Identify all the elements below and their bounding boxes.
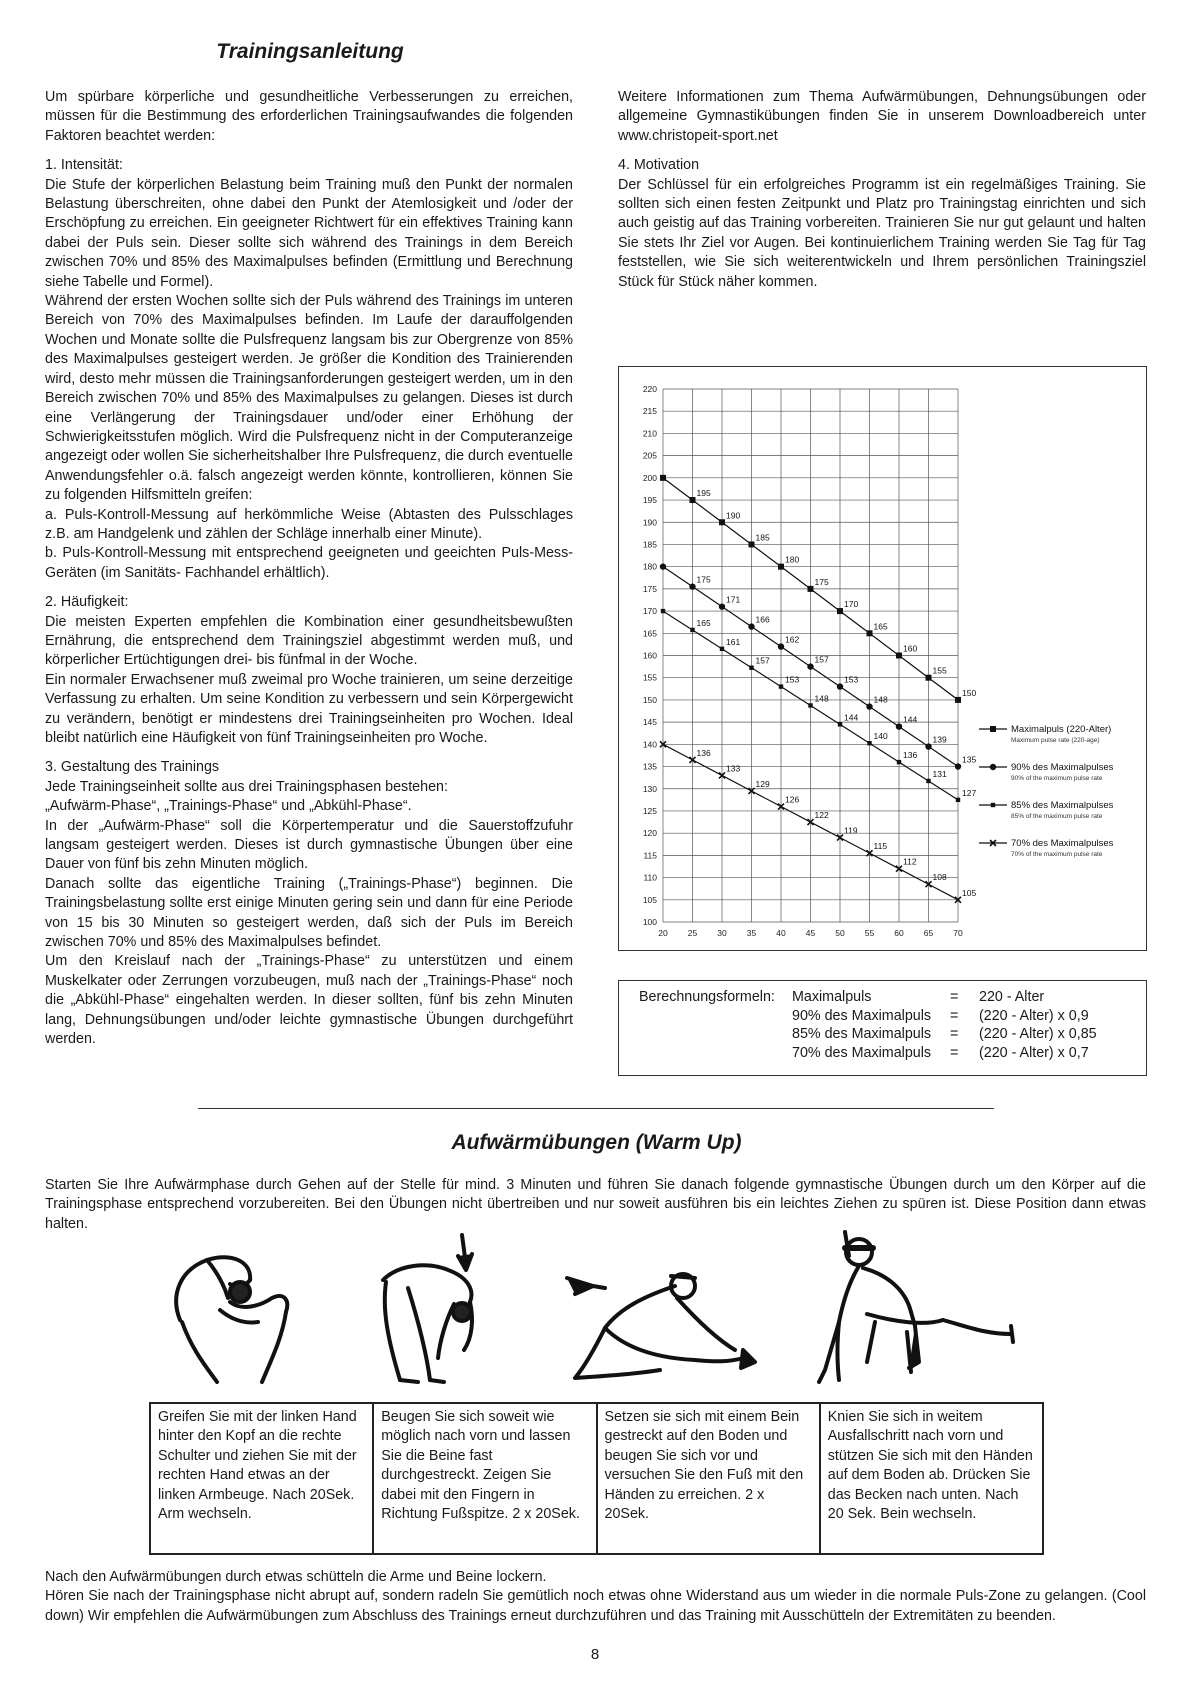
y-tick-label: 185: [642, 539, 657, 550]
formula-name: Maximalpuls: [792, 989, 872, 1005]
section-3-line-2: „Aufwärm-Phase“, „Trainings-Phase“ und „Abkühl-Phase“.: [45, 798, 412, 815]
section-4-paragraph: Der Schlüssel für ein erfolgreiches Programm ist ein regelmäßiges Training. Sie sollten sich einen festen Zeitpunkt und Platz pro Trainingstag einrichten und sich auch geistig auf das Training vorbereiten. Trainieren Sie nur gut gelaunt und halten Sie stets Ihr Ziel vor Augen. Bei kontinuierlichem Training werden Sie Tag für Tag feststellen, wie Sie sich weiterentwickeln und Ihrem persönlichen Trainingsziel Stück für Stück näher kommen.: [618, 176, 1146, 290]
y-tick-label: 100: [642, 917, 657, 927]
warmup-outro-2: Hören Sie nach der Trainingsphase nicht abrupt auf, sondern radeln Sie gemütlich noch etwas ohne Widerstand aus um wieder in die normale Puls-Zone zu gelangen. (Cool down) Wir empfehlen die Aufwärmübungen zum Abschluss des Trainings erneut durchzuführen und das Training mit Ausschütteln der Extremitäten zu beenden.: [45, 1588, 1146, 1624]
data-label: 185: [755, 532, 770, 543]
data-point: [837, 608, 843, 614]
y-tick-label: 215: [642, 406, 657, 417]
data-label: 195: [696, 488, 711, 499]
data-point: [690, 628, 694, 632]
y-tick-label: 205: [642, 450, 657, 461]
y-tick-label: 135: [642, 761, 657, 772]
data-label: 153: [785, 674, 800, 685]
seated-stretch-figure-icon: [565, 1258, 765, 1388]
y-tick-label: 175: [642, 583, 657, 594]
y-tick-label: 170: [642, 606, 657, 617]
intro-paragraph: Um spürbare körperliche und gesundheitliche Verbesserungen zu erreichen, müssen für die Bestimmung des erforderlichen Trainingsaufwandes die folgenden Faktoren beachtet werden:: [45, 89, 573, 144]
x-tick-label: 60: [894, 928, 904, 938]
section-1-paragraph-1: Die Stufe der körperlichen Belastung beim Training muß den Punkt der normalen Belastung überschreiten, ohne dabei den Punkt der Atemlosigkeit und /oder der Erschöpfung zu erreichen. Ein geeigneter Richtwert für ein effektives Training kann dabei der Puls sein. Dieser sollte sich während des Trainings in dem Bereich zwischen 70% und 85% des Maximalpulses befinden (Ermittlung und Berechnung siehe Tabelle und Formel).: [45, 176, 573, 290]
section-2-paragraph-2: Ein normaler Erwachsener muß zweimal pro Woche trainieren, um seine derzeitige Verfassung zu erhalten. Um seine Kondition zu verbessern und sein Körpergewicht zu verändern, benötigt er mindestens drei Trainingseinheiten pro Wochen. Ideal bleibt natürlich eine Häufigkeit von fünf Trainingseinheiten pro Woche.: [45, 671, 573, 746]
data-label: 161: [726, 636, 741, 647]
formula-name: 85% des Maximalpuls: [792, 1026, 932, 1042]
data-point: [956, 798, 960, 802]
data-point: [689, 583, 695, 589]
data-point: [690, 497, 696, 503]
data-label: 122: [814, 810, 829, 821]
data-label: 144: [844, 712, 859, 723]
page-title: Trainingsanleitung: [216, 40, 404, 63]
exercise-table: [149, 1402, 1044, 1555]
data-label: 131: [932, 768, 947, 779]
y-tick-label: 110: [643, 872, 657, 883]
formula-name: 70% des Maximalpuls: [792, 1044, 932, 1061]
section-1-item-b: b. Puls-Kontroll-Messung mit entsprechend geeigneten und geeichten Puls-Mess-Geräten (im Sanitäts- Fachhandel erhältlich).: [45, 545, 573, 581]
legend-subtitle: Maximum pulse rate (220-age): [1011, 737, 1100, 744]
y-tick-label: 200: [642, 472, 657, 483]
data-label: 136: [696, 747, 711, 758]
exercise-row: [150, 1403, 1043, 1554]
page-number: 8: [590, 1646, 600, 1663]
left-column: [45, 88, 573, 1050]
legend-marker: [990, 726, 996, 732]
data-point: [719, 519, 725, 525]
formula-value: (220 - Alter) x 0,9: [979, 1007, 1089, 1024]
data-point: [837, 683, 843, 689]
warmup-title: Aufwärmübungen (Warm Up): [451, 1131, 742, 1154]
data-point: [867, 741, 871, 745]
legend-entry: 90% des Maximalpulses: [1011, 762, 1114, 773]
pulse-chart-svg: [619, 367, 1146, 950]
data-label: 119: [844, 825, 858, 836]
data-label: 105: [962, 887, 977, 898]
section-3-paragraph-1: In der „Aufwärm-Phase“ soll die Körpertemperatur und die Sauerstoffzufuhr langsam gesteigert werden. Dieses ist durch gymnastische Übungen über eine Dauer von fünf bis zehn Minuten möglich.: [45, 817, 573, 873]
data-point: [660, 475, 666, 481]
section-2-title: 2. Häufigkeit:: [45, 594, 129, 611]
data-point: [779, 684, 783, 688]
formula-eq: =: [950, 1007, 959, 1024]
arm-stretch-figure-icon: [162, 1250, 297, 1390]
x-tick-label: 45: [805, 928, 816, 938]
data-label: 135: [962, 754, 977, 765]
section-1-title: 1. Intensität:: [45, 157, 123, 174]
x-tick-label: 30: [717, 928, 727, 938]
data-point: [867, 630, 873, 636]
data-point: [807, 663, 813, 669]
data-label: 150: [962, 687, 977, 698]
data-label: 155: [932, 665, 947, 676]
data-label: 170: [844, 599, 859, 610]
data-label: 165: [696, 617, 711, 628]
section-divider: [198, 1108, 994, 1109]
legend-marker: [990, 764, 996, 770]
forward-bend-figure-icon: [378, 1230, 498, 1390]
exercise-cell-4: Knien Sie sich in weitem Ausfallschritt nach vorn und stützen Sie sich mit den Händen auf dem Boden ab. Drücken Sie das Becken nach unten. Nach 20 Sek. Bein wechseln.: [820, 1403, 1043, 1554]
data-label: 136: [903, 750, 918, 761]
y-tick-label: 160: [642, 650, 657, 661]
warmup-intro-text: Starten Sie Ihre Aufwärmphase durch Gehen auf der Stelle für mind. 3 Minuten und führen Sie danach folgende gymnastische Übungen durch um den Körper auf die Trainingsphase entsprechend vorzubereiten. Bei den Übungen nicht übertreiben und nur soweit ausführen bis ein leichtes Ziehen zu spüren ist. Diese Position dann etwas halten.: [45, 1177, 1146, 1232]
data-label: 126: [785, 794, 800, 805]
x-tick-label: 35: [746, 928, 757, 938]
data-point: [661, 609, 665, 613]
data-point: [808, 586, 814, 592]
y-tick-label: 180: [642, 561, 657, 572]
y-tick-label: 120: [642, 828, 657, 839]
data-label: 160: [903, 643, 918, 654]
data-label: 133: [726, 763, 741, 774]
formula-label: Berechnungsformeln:: [639, 989, 775, 1005]
exercise-cell-1: Greifen Sie mit der linken Hand hinter den Kopf an die rechte Schulter und ziehen Sie mit der rechten Hand etwas an der linken Armbeuge. Nach 20Sek. Arm wechseln.: [150, 1403, 373, 1554]
lunge-stretch-figure-icon: [815, 1222, 1020, 1392]
data-label: 175: [696, 574, 711, 585]
y-tick-label: 190: [642, 517, 657, 528]
exercise-cell-3: Setzen sie sich mit einem Bein gestreckt auf den Boden und beugen Sie sich vor und versuchen Sie den Fuß mit den Händen zu erreichen. 2 x 20Sek.: [597, 1403, 820, 1554]
y-tick-label: 125: [642, 805, 657, 816]
data-point: [808, 703, 812, 707]
warmup-outro-1: Nach den Aufwärmübungen durch etwas schütteln die Arme und Beine lockern.: [45, 1569, 547, 1585]
y-tick-label: 105: [642, 894, 657, 905]
warmup-outro: [45, 1568, 1146, 1626]
data-point: [896, 723, 902, 729]
data-point: [926, 779, 930, 783]
x-tick-label: 25: [687, 928, 698, 938]
data-point: [866, 703, 872, 709]
data-point: [926, 675, 932, 681]
data-label: 175: [814, 576, 829, 587]
data-label: 157: [814, 654, 829, 665]
formula-eq: =: [950, 989, 959, 1005]
data-point: [778, 564, 784, 570]
data-label: 115: [873, 841, 888, 852]
data-label: 140: [873, 731, 888, 742]
data-label: 166: [755, 614, 770, 625]
data-label: 162: [785, 634, 800, 645]
x-tick-label: 70: [953, 928, 963, 938]
x-tick-label: 55: [864, 928, 875, 938]
formula-value: 220 - Alter: [979, 989, 1045, 1005]
formula-name: 90% des Maximalpuls: [792, 1007, 932, 1024]
section-1-paragraph-2: Während der ersten Wochen sollte sich der Puls während des Trainings im unteren Bereich von 70% des Maximalpulses befinden. Im Laufe der darauffolgenden Wochen und Monate sollte die Pulsfrequenz langsam bis zur Obergrenze von 85% des Maximalpulses gesteigert werden. Je größer die Kondition des Trainierenden wird, desto mehr müssen die Trainingsanforderungen gesteigert werden, um in den Bereich zwischen 70% und 85% des Maximalpulses zu gelangen. Dieses ist durch eine Verlängerung der Trainingsdauer und/oder einer Erhöhung der Schwierigkeitsstufen möglich. Wird die Pulsfrequenz nicht in der Computeranzeige angezeigt oder wollen Sie sicherheitshalber Ihre Pulsfrequenz, die durch eventuelle Anwendungsfehler o.ä. falsch angezeigt werden könnte, kontrollieren, können Sie zu folgenden Hilfsmitteln greifen:: [45, 293, 573, 504]
data-point: [838, 722, 842, 726]
data-label: 165: [873, 621, 888, 632]
formula-value: (220 - Alter) x 0,85: [979, 1026, 1097, 1042]
section-3-line-1: Jede Trainingseinheit sollte aus drei Trainingsphasen bestehen:: [45, 778, 448, 795]
info-paragraph: Weitere Informationen zum Thema Aufwärmübungen, Dehnungsübungen oder allgemeine Gymnastikübungen finden Sie in unserem Downloadbereich unter www.christopeit-sport.net: [618, 89, 1146, 144]
y-tick-label: 165: [642, 628, 657, 639]
data-point: [955, 697, 961, 703]
data-point: [897, 760, 901, 764]
data-label: 108: [932, 872, 947, 883]
formula-eq: =: [950, 1044, 959, 1061]
section-2-paragraph-1: Die meisten Experten empfehlen die Kombination einer gesundheitsbewußten Ernährung, die entsprechend dem Trainingsziel abgestimmt werden muß, und körperlicher Ertüchtigungen drei- bis fünfmal in der Woche.: [45, 613, 573, 669]
legend-marker: [991, 803, 995, 807]
y-tick-label: 115: [643, 850, 657, 861]
data-point: [925, 743, 931, 749]
right-column: [618, 88, 1146, 292]
x-tick-label: 50: [835, 928, 845, 938]
legend-subtitle: 85% of the maximum pulse rate: [1011, 813, 1103, 820]
data-point: [720, 647, 724, 651]
section-4-title: 4. Motivation: [618, 157, 700, 174]
data-label: 148: [873, 694, 888, 705]
section-1-item-a: a. Puls-Kontroll-Messung auf herkömmliche Weise (Abtasten des Pulsschlages z.B. am Handgelenk und zählen der Schläge innerhalb einer Minute).: [45, 506, 573, 542]
legend-entry: Maximalpuls (220-Alter): [1011, 724, 1112, 735]
y-tick-label: 210: [642, 428, 657, 439]
y-tick-label: 195: [642, 495, 657, 506]
data-point: [896, 653, 902, 659]
data-point: [660, 563, 666, 569]
section-3-paragraph-3: Um den Kreislauf nach der „Trainings-Phase“ zu unterstützen und einem Muskelkater oder Zerrungen vorzubeugen, muß nach der „Trainings-Phase“ noch die „Abkühl-Phase“ eingehalten werden. In dieser sollten, fünf bis zehn Minuten lang, Dehnungsübungen und/oder leichte gymnastische Übungen durchgeführt werden.: [45, 953, 573, 1048]
data-point: [749, 541, 755, 547]
pulse-chart: [618, 366, 1147, 951]
data-label: 153: [844, 674, 859, 685]
data-point: [748, 623, 754, 629]
data-label: 139: [932, 734, 947, 745]
exercise-cell-2: Beugen Sie sich soweit wie möglich nach vorn und lassen Sie die Beine fast durchgestreckt. Zeigen Sie dabei mit den Fingern in Richtung Fußspitze. 2 x 20Sek.: [373, 1403, 596, 1554]
x-tick-label: 65: [923, 928, 934, 938]
x-tick-label: 40: [776, 928, 786, 938]
data-label: 144: [903, 714, 918, 725]
data-point: [778, 643, 784, 649]
y-tick-label: 150: [642, 694, 657, 705]
data-label: 129: [755, 778, 770, 789]
data-label: 171: [726, 594, 741, 605]
legend-subtitle: 90% of the maximum pulse rate: [1011, 775, 1103, 782]
legend-subtitle: 70% of the maximum pulse rate: [1011, 851, 1103, 858]
data-point: [749, 666, 753, 670]
formula-value: (220 - Alter) x 0,7: [979, 1044, 1089, 1061]
data-label: 180: [785, 554, 800, 565]
formula-eq: =: [950, 1026, 959, 1042]
legend-entry: 70% des Maximalpulses: [1011, 838, 1114, 849]
x-tick-label: 20: [658, 928, 668, 938]
data-label: 127: [962, 787, 977, 798]
section-3-paragraph-2: Danach sollte das eigentliche Training („Trainings-Phase“) beginnen. Die Trainingsbelastung sollte erst einige Minuten gering sein und dann für eine Periode von 15 bis 30 Minuten so gesteigert werden, daß sich der Puls im Bereich zwischen 70% und 85% des Maximalpulses befindet.: [45, 875, 573, 951]
data-point: [719, 603, 725, 609]
legend-entry: 85% des Maximalpulses: [1011, 800, 1114, 811]
data-label: 190: [726, 510, 741, 521]
data-label: 148: [814, 693, 829, 704]
y-tick-label: 130: [642, 783, 657, 794]
section-3-title: 3. Gestaltung des Trainings: [45, 759, 220, 776]
y-tick-label: 220: [642, 384, 657, 394]
data-label: 112: [903, 856, 917, 867]
y-tick-label: 140: [642, 739, 657, 750]
data-label: 157: [755, 655, 770, 666]
y-tick-label: 155: [642, 672, 657, 683]
formula-box: [618, 980, 1147, 1076]
data-point: [955, 763, 961, 769]
y-tick-label: 145: [642, 717, 657, 728]
